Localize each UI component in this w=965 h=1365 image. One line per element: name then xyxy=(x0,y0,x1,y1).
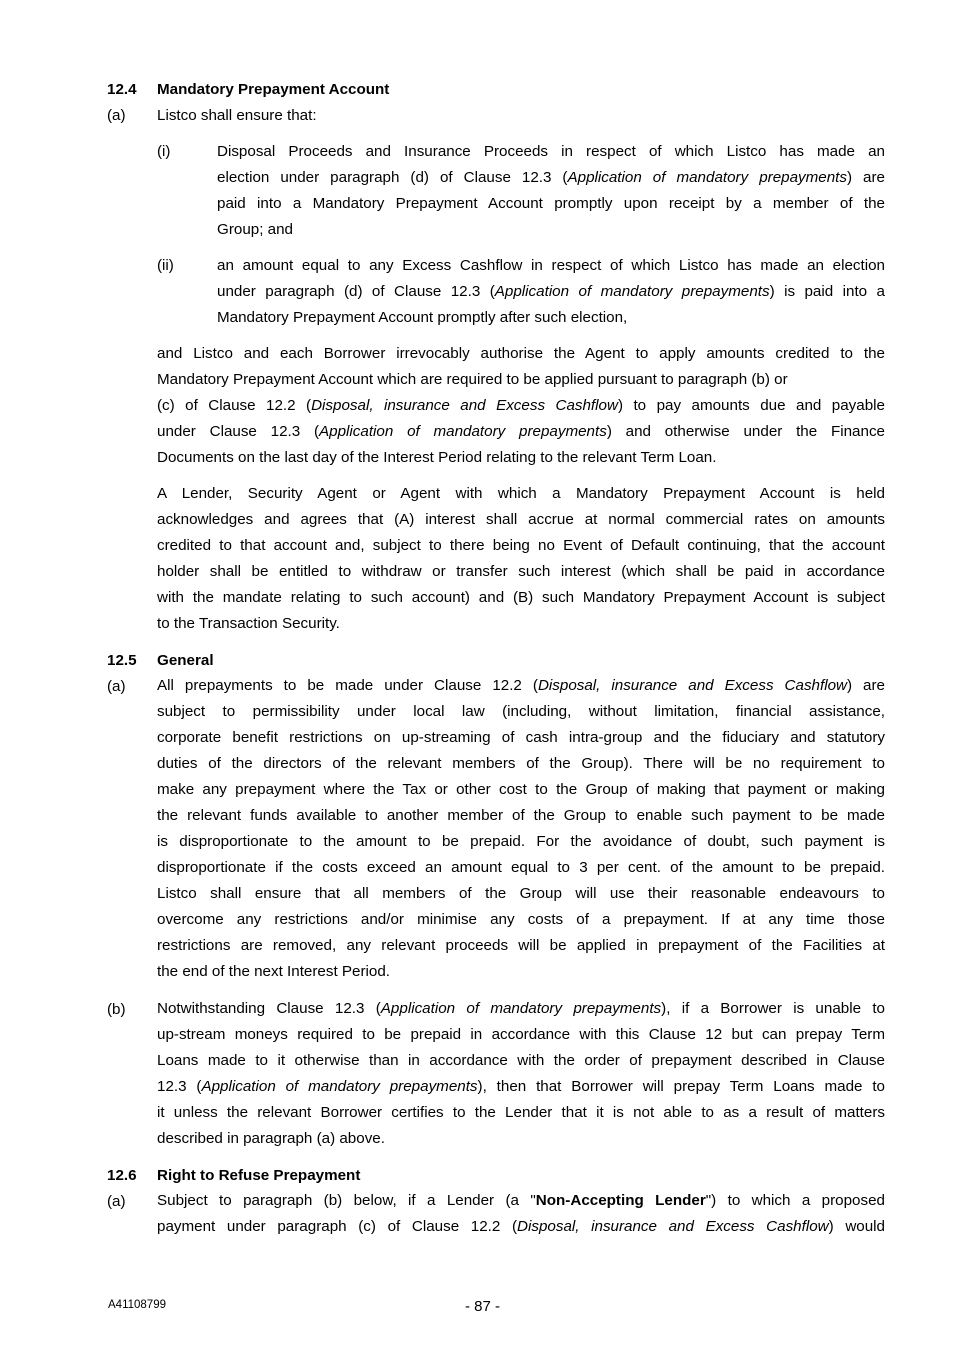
text-line: it unless the relevant Borrower certifies to the Lender that it is not able to as a result of matters xyxy=(157,1104,885,1121)
text-line: described in paragraph (a) above. xyxy=(157,1130,385,1147)
text-line: to the Transaction Security. xyxy=(157,615,340,632)
section-title: Right to Refuse Prepayment xyxy=(157,1167,361,1184)
subparagraph-i xyxy=(217,139,885,243)
section-12-4-heading xyxy=(107,80,389,100)
section-number: 12.4 xyxy=(107,81,137,98)
text-line: Group; and xyxy=(217,221,293,238)
paragraph-acknowledgement xyxy=(157,481,885,637)
text-line: Loans made to it otherwise than in accordance with the order of prepayment described in Clause xyxy=(157,1052,885,1069)
text-line: Listco shall ensure that all members of the Group will use their reasonable endeavours to xyxy=(157,885,885,902)
document-reference: A41108799 xyxy=(108,1299,166,1311)
text-line: 12.3 (Application of mandatory prepayments), then that Borrower will prepay Term Loans made to xyxy=(157,1078,885,1095)
text-line: and Listco and each Borrower irrevocably authorise the Agent to apply amounts credited to the xyxy=(157,345,885,362)
subparagraph-label: (i) xyxy=(157,143,171,160)
text-line: Documents on the last day of the Interest Period relating to the relevant Term Loan. xyxy=(157,449,717,466)
text-line: acknowledges and agrees that (A) interest shall accrue at normal commercial rates on amounts xyxy=(157,511,885,528)
paragraph-text: Listco shall ensure that: xyxy=(157,107,317,124)
text-line: paid into a Mandatory Prepayment Account promptly upon receipt by a member of the xyxy=(217,195,885,212)
paragraph-authorisation xyxy=(157,341,885,471)
paragraph-label: (a) xyxy=(107,678,126,695)
text-line: credited to that account and, subject to there being no Event of Default continuing, that the account xyxy=(157,537,885,554)
paragraph-label: (a) xyxy=(107,107,126,124)
text-line: corporate benefit restrictions on up-streaming of cash intra-group and the fiduciary and statutory xyxy=(157,729,885,746)
section-12-6-heading xyxy=(107,1166,360,1186)
section-title: Mandatory Prepayment Account xyxy=(157,81,390,98)
text-line: disproportionate if the costs exceed an amount equal to 3 per cent. of the amount to be prepaid. xyxy=(157,859,885,876)
text-line: the end of the next Interest Period. xyxy=(157,963,391,980)
text-line: Mandatory Prepayment Account promptly after such election, xyxy=(217,309,628,326)
subparagraph-label: (ii) xyxy=(157,257,174,274)
section-12-5-heading xyxy=(107,651,214,671)
text-line: election under paragraph (d) of Clause 12.3 (Application of mandatory prepayments) are xyxy=(217,169,885,186)
text-line: up-stream moneys required to be prepaid in accordance with this Clause 12 but can prepay Term xyxy=(157,1026,885,1043)
text-line: with the mandate relating to such account) and (B) such Mandatory Prepayment Account is subject xyxy=(157,589,885,606)
text-line: (c) of Clause 12.2 (Disposal, insurance and Excess Cashflow) to pay amounts due and payable xyxy=(157,397,885,414)
text-line: under paragraph (d) of Clause 12.3 (Application of mandatory prepayments) is paid into a xyxy=(217,283,885,300)
text-line: Mandatory Prepayment Account which are required to be applied pursuant to paragraph (b) or xyxy=(157,371,788,388)
paragraph-12-5-b xyxy=(157,996,885,1152)
text-line: holder shall be entitled to withdraw or transfer such interest (which shall be paid in accordance xyxy=(157,563,885,580)
text-line: restrictions are removed, any relevant proceeds will be applied in prepayment of the Facilities at xyxy=(157,937,885,954)
text-line: Notwithstanding Clause 12.3 (Application of mandatory prepayments), if a Borrower is unable to xyxy=(157,1000,885,1017)
text-line: is disproportionate to the amount to be prepaid. For the avoidance of doubt, such payment is xyxy=(157,833,885,850)
paragraph-label: (b) xyxy=(107,1001,126,1018)
subparagraph-ii xyxy=(217,253,885,331)
paragraph-label: (a) xyxy=(107,1193,126,1210)
text-line: A Lender, Security Agent or Agent with which a Mandatory Prepayment Account is held xyxy=(157,485,885,502)
text-line: duties of the directors of the relevant members of the Group). There will be no requirement to xyxy=(157,755,885,772)
text-line: All prepayments to be made under Clause 12.2 (Disposal, insurance and Excess Cashflow) are xyxy=(157,677,886,694)
text-line: make any prepayment where the Tax or other cost to the Group of making that payment or making xyxy=(157,781,885,798)
section-title: General xyxy=(157,652,214,669)
text-line: payment under paragraph (c) of Clause 12.2 (Disposal, insurance and Excess Cashflow) would xyxy=(157,1218,885,1235)
text-line: under Clause 12.3 (Application of mandatory prepayments) and otherwise under the Finance xyxy=(157,423,885,440)
text-line: Subject to paragraph (b) below, if a Lender (a "Non-Accepting Lender") to which a proposed xyxy=(157,1192,885,1209)
section-number: 12.5 xyxy=(107,652,137,669)
text-line: an amount equal to any Excess Cashflow in respect of which Listco has made an election xyxy=(217,257,885,274)
paragraph-12-5-a xyxy=(157,673,885,985)
paragraph-12-6-a xyxy=(157,1188,885,1240)
text-line: Disposal Proceeds and Insurance Proceeds in respect of which Listco has made an xyxy=(217,143,885,160)
text-line: the relevant funds available to another member of the Group to enable such payment to be made xyxy=(157,807,885,824)
section-number: 12.6 xyxy=(107,1167,137,1184)
text-line: subject to permissibility under local law (including, without limitation, financial assistance, xyxy=(157,703,885,720)
text-line: overcome any restrictions and/or minimise any costs of a prepayment. If at any time those xyxy=(157,911,885,928)
page-number: - 87 - xyxy=(464,1298,500,1315)
